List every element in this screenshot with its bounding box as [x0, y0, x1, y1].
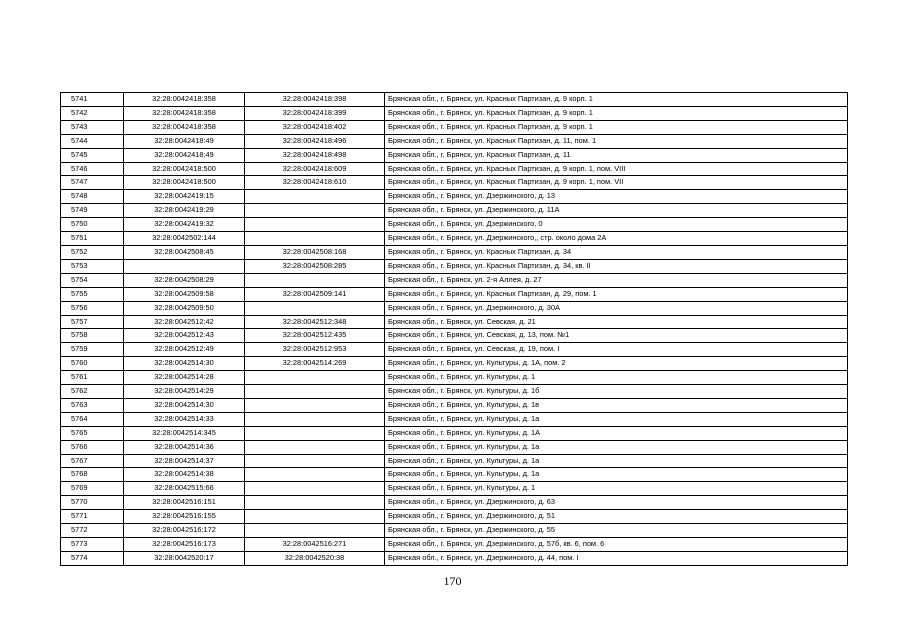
table-row	[61, 259, 848, 273]
table-row	[61, 176, 848, 190]
cadastral-number-cell: 32:28:0042508:45	[124, 245, 245, 259]
row-number-cell: 5754	[61, 273, 124, 287]
row-number-cell: 5764	[61, 412, 124, 426]
related-cadastral-number-cell: 32:28:0042418:399	[245, 106, 385, 120]
cadastral-number-cell: 32:28:0042418:49	[124, 148, 245, 162]
registry-table-body	[61, 93, 848, 566]
cadastral-number-cell: 32:28:0042516:155	[124, 510, 245, 524]
address-cell: Брянская обл., г. Брянск, ул. Культуры, д. 1а	[385, 468, 848, 482]
address-cell: Брянская обл., г. Брянск, ул. Красных Партизан, д. 11, пом. 1	[385, 134, 848, 148]
address-cell: Брянская обл., г. Брянск, ул. Дзержинского, д. 63	[385, 496, 848, 510]
cadastral-number-cell: 32:28:0042514:38	[124, 468, 245, 482]
address-cell: Брянская обл., г. Брянск, ул. Культуры, д. 1а	[385, 454, 848, 468]
address-cell: Брянская обл., г. Брянск, ул. Красных Партизан, д. 9 корп. 1	[385, 120, 848, 134]
table-row	[61, 106, 848, 120]
related-cadastral-number-cell	[245, 371, 385, 385]
row-number-cell: 5768	[61, 468, 124, 482]
row-number-cell: 5774	[61, 551, 124, 565]
table-row	[61, 482, 848, 496]
related-cadastral-number-cell	[245, 426, 385, 440]
address-cell: Брянская обл., г. Брянск, ул. Культуры, д. 1А	[385, 426, 848, 440]
address-cell: Брянская обл., г. Брянск, ул. Дзержинского, 0	[385, 218, 848, 232]
address-cell: Брянская обл., г. Брянск, ул. Дзержинского, д. 30А	[385, 301, 848, 315]
row-number-cell: 5743	[61, 120, 124, 134]
address-cell: Брянская обл., г. Брянск, ул. Культуры, д. 1а	[385, 412, 848, 426]
table-row	[61, 385, 848, 399]
row-number-cell: 5746	[61, 162, 124, 176]
related-cadastral-number-cell	[245, 232, 385, 246]
related-cadastral-number-cell: 32:28:0042512:348	[245, 315, 385, 329]
address-cell: Брянская обл., г. Брянск, ул. Красных Партизан, д. 9 корп. 1, пом. VIII	[385, 162, 848, 176]
related-cadastral-number-cell	[245, 218, 385, 232]
related-cadastral-number-cell	[245, 496, 385, 510]
table-row	[61, 148, 848, 162]
row-number-cell: 5761	[61, 371, 124, 385]
related-cadastral-number-cell: 32:28:0042418:610	[245, 176, 385, 190]
cadastral-number-cell: 32:28:0042419:15	[124, 190, 245, 204]
related-cadastral-number-cell: 32:28:0042516:271	[245, 538, 385, 552]
related-cadastral-number-cell: 32:28:0042508:285	[245, 259, 385, 273]
row-number-cell: 5772	[61, 524, 124, 538]
row-number-cell: 5771	[61, 510, 124, 524]
related-cadastral-number-cell	[245, 301, 385, 315]
related-cadastral-number-cell: 32:28:0042512:435	[245, 329, 385, 343]
related-cadastral-number-cell	[245, 273, 385, 287]
cadastral-number-cell: 32:28:0042418:500	[124, 176, 245, 190]
cadastral-number-cell: 32:28:0042419:32	[124, 218, 245, 232]
row-number-cell: 5767	[61, 454, 124, 468]
row-number-cell: 5773	[61, 538, 124, 552]
address-cell: Брянская обл., г. Брянск, ул. Дзержинского, д. 11А	[385, 204, 848, 218]
related-cadastral-number-cell	[245, 412, 385, 426]
table-row	[61, 273, 848, 287]
cadastral-number-cell: 32:28:0042512:49	[124, 343, 245, 357]
related-cadastral-number-cell	[245, 440, 385, 454]
related-cadastral-number-cell: 32:28:0042418:609	[245, 162, 385, 176]
table-row	[61, 468, 848, 482]
table-row	[61, 454, 848, 468]
row-number-cell: 5757	[61, 315, 124, 329]
address-cell: Брянская обл., г. Брянск, ул. Севская, д. 13, пом. №1	[385, 329, 848, 343]
address-cell: Брянская обл., г. Брянск, ул. Красных Партизан, д. 34	[385, 245, 848, 259]
address-cell: Брянская обл., г. Брянск, ул. Дзержинского, д. 55	[385, 524, 848, 538]
related-cadastral-number-cell: 32:28:0042514:269	[245, 357, 385, 371]
cadastral-number-cell: 32:28:0042514:30	[124, 357, 245, 371]
cadastral-number-cell: 32:28:0042514:37	[124, 454, 245, 468]
cadastral-number-cell: 32:28:0042502:144	[124, 232, 245, 246]
row-number-cell: 5748	[61, 190, 124, 204]
address-cell: Брянская обл., г. Брянск, ул. Культуры, д. 1а	[385, 440, 848, 454]
address-cell: Брянская обл., г. Брянск, ул. Красных Партизан, д. 34, кв. II	[385, 259, 848, 273]
related-cadastral-number-cell	[245, 524, 385, 538]
table-row	[61, 524, 848, 538]
table-row	[61, 204, 848, 218]
row-number-cell: 5745	[61, 148, 124, 162]
address-cell: Брянская обл., г. Брянск, ул. Дзержинского, д. 13	[385, 190, 848, 204]
row-number-cell: 5744	[61, 134, 124, 148]
row-number-cell: 5758	[61, 329, 124, 343]
related-cadastral-number-cell: 32:28:0042418:398	[245, 93, 385, 107]
table-row	[61, 357, 848, 371]
table-row	[61, 371, 848, 385]
related-cadastral-number-cell	[245, 482, 385, 496]
row-number-cell: 5763	[61, 398, 124, 412]
related-cadastral-number-cell	[245, 204, 385, 218]
cadastral-number-cell: 32:28:0042418:358	[124, 120, 245, 134]
cadastral-number-cell: 32:28:0042514:36	[124, 440, 245, 454]
address-cell: Брянская обл., г. Брянск, ул. Культуры, д. 1	[385, 371, 848, 385]
cadastral-number-cell: 32:28:0042418:358	[124, 106, 245, 120]
page-number: 170	[443, 574, 462, 588]
row-number-cell: 5759	[61, 343, 124, 357]
table-row	[61, 232, 848, 246]
row-number-cell: 5762	[61, 385, 124, 399]
table-row	[61, 440, 848, 454]
cadastral-number-cell: 32:28:0042418:358	[124, 93, 245, 107]
cadastral-number-cell: 32:28:0042509:58	[124, 287, 245, 301]
address-cell: Брянская обл., г. Брянск, ул. Культуры, д. 1в	[385, 398, 848, 412]
address-cell: Брянская обл., г. Брянск, ул. Культуры, д. 1б	[385, 385, 848, 399]
cadastral-number-cell: 32:28:0042514:345	[124, 426, 245, 440]
address-cell: Брянская обл., г. Брянск, ул. Красных Партизан, д. 9 корп. 1, пом. VII	[385, 176, 848, 190]
address-cell: Брянская обл., г. Брянск, ул. Красных Партизан, д. 9 корп. 1	[385, 93, 848, 107]
row-number-cell: 5756	[61, 301, 124, 315]
table-row	[61, 93, 848, 107]
cadastral-number-cell: 32:28:0042512:42	[124, 315, 245, 329]
address-cell: Брянская обл., г. Брянск, ул. Севская, д. 21	[385, 315, 848, 329]
row-number-cell: 5753	[61, 259, 124, 273]
registry-table	[60, 92, 848, 566]
table-row	[61, 343, 848, 357]
table-row	[61, 301, 848, 315]
row-number-cell: 5751	[61, 232, 124, 246]
row-number-cell: 5766	[61, 440, 124, 454]
table-row	[61, 120, 848, 134]
table-row	[61, 315, 848, 329]
row-number-cell: 5750	[61, 218, 124, 232]
cadastral-number-cell: 32:28:0042514:28	[124, 371, 245, 385]
table-row	[61, 496, 848, 510]
related-cadastral-number-cell	[245, 398, 385, 412]
related-cadastral-number-cell: 32:28:0042509:141	[245, 287, 385, 301]
address-cell: Брянская обл., г. Брянск, ул. 2-я Аллея, д. 27	[385, 273, 848, 287]
table-row	[61, 329, 848, 343]
table-row	[61, 245, 848, 259]
address-cell: Брянская обл., г. Брянск, ул. Дзержинского, д. 51	[385, 510, 848, 524]
cadastral-number-cell: 32:28:0042516:151	[124, 496, 245, 510]
cadastral-number-cell: 32:28:0042516:172	[124, 524, 245, 538]
related-cadastral-number-cell	[245, 468, 385, 482]
cadastral-number-cell: 32:28:0042509:50	[124, 301, 245, 315]
address-cell: Брянская обл., г. Брянск, ул. Дзержинского, д. 57б, кв. 6, пом. 6	[385, 538, 848, 552]
row-number-cell: 5752	[61, 245, 124, 259]
row-number-cell: 5755	[61, 287, 124, 301]
address-cell: Брянская обл., г. Брянск, ул. Красных Партизан, д. 9 корп. 1	[385, 106, 848, 120]
related-cadastral-number-cell	[245, 510, 385, 524]
related-cadastral-number-cell: 32:28:0042512:953	[245, 343, 385, 357]
row-number-cell: 5769	[61, 482, 124, 496]
cadastral-number-cell: 32:28:0042514:30	[124, 398, 245, 412]
related-cadastral-number-cell	[245, 385, 385, 399]
cadastral-number-cell: 32:28:0042418:49	[124, 134, 245, 148]
table-row	[61, 218, 848, 232]
cadastral-number-cell: 32:28:0042520:17	[124, 551, 245, 565]
address-cell: Брянская обл., г. Брянск, ул. Красных Партизан, д. 29, пом. 1	[385, 287, 848, 301]
related-cadastral-number-cell: 32:28:0042418:402	[245, 120, 385, 134]
cadastral-number-cell: 32:28:0042516:173	[124, 538, 245, 552]
cadastral-number-cell: 32:28:0042418:500	[124, 162, 245, 176]
cadastral-number-cell: 32:28:0042515:66	[124, 482, 245, 496]
cadastral-number-cell: 32:28:0042508:29	[124, 273, 245, 287]
table-row	[61, 510, 848, 524]
address-cell: Брянская обл., г. Брянск, ул. Дзержинского,, стр. около дома 2А	[385, 232, 848, 246]
table-row	[61, 134, 848, 148]
table-row	[61, 538, 848, 552]
table-row	[61, 551, 848, 565]
row-number-cell: 5741	[61, 93, 124, 107]
related-cadastral-number-cell: 32:28:0042508:168	[245, 245, 385, 259]
table-row	[61, 287, 848, 301]
cadastral-number-cell	[124, 259, 245, 273]
row-number-cell: 5760	[61, 357, 124, 371]
related-cadastral-number-cell: 32:28:0042520:38	[245, 551, 385, 565]
cadastral-number-cell: 32:28:0042514:29	[124, 385, 245, 399]
address-cell: Брянская обл., г. Брянск, ул. Севская, д. 19, пом. I	[385, 343, 848, 357]
address-cell: Брянская обл., г. Брянск, ул. Красных Партизан, д. 11	[385, 148, 848, 162]
related-cadastral-number-cell: 32:28:0042418:498	[245, 148, 385, 162]
cadastral-number-cell: 32:28:0042419:29	[124, 204, 245, 218]
cadastral-number-cell: 32:28:0042512:43	[124, 329, 245, 343]
row-number-cell: 5770	[61, 496, 124, 510]
address-cell: Брянская обл., г. Брянск, ул. Культуры, д. 1	[385, 482, 848, 496]
table-row	[61, 412, 848, 426]
address-cell: Брянская обл., г. Брянск, ул. Дзержинского, д. 44, пом. I	[385, 551, 848, 565]
row-number-cell: 5765	[61, 426, 124, 440]
table-row	[61, 426, 848, 440]
row-number-cell: 5742	[61, 106, 124, 120]
related-cadastral-number-cell: 32:28:0042418:496	[245, 134, 385, 148]
address-cell: Брянская обл., г. Брянск, ул. Культуры, д. 1А, пом. 2	[385, 357, 848, 371]
related-cadastral-number-cell	[245, 190, 385, 204]
table-row	[61, 398, 848, 412]
related-cadastral-number-cell	[245, 454, 385, 468]
row-number-cell: 5749	[61, 204, 124, 218]
table-row	[61, 162, 848, 176]
row-number-cell: 5747	[61, 176, 124, 190]
cadastral-number-cell: 32:28:0042514:33	[124, 412, 245, 426]
table-row	[61, 190, 848, 204]
